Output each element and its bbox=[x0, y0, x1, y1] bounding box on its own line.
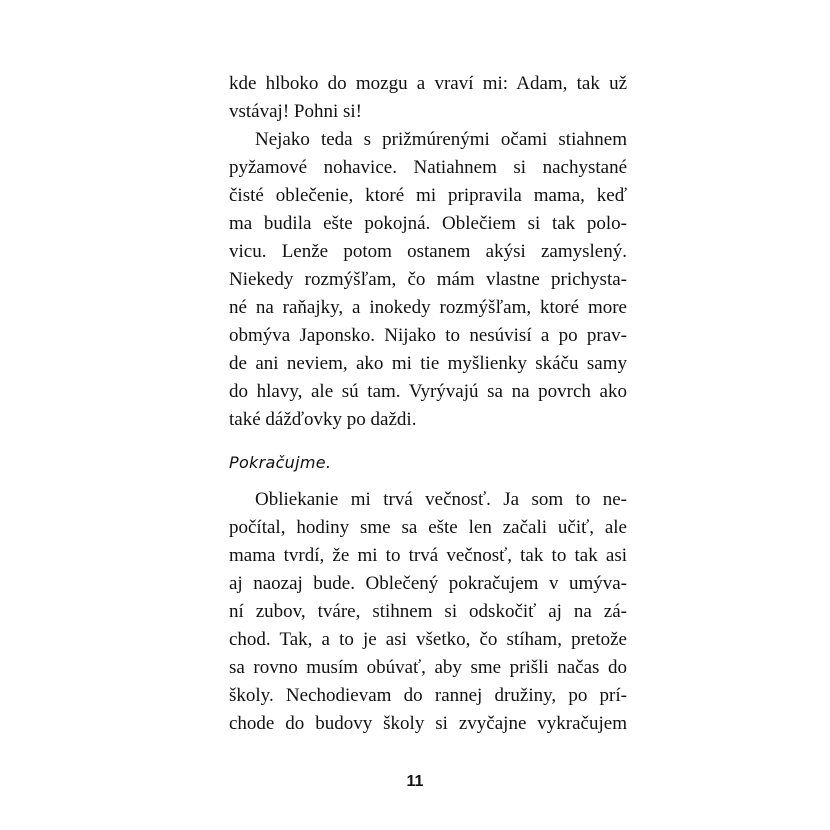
paragraph-3-line-3: mama tvrdí, že mi to trvá večnosť, tak to tak asi bbox=[229, 545, 627, 566]
paragraph-3-line-8: školy. Nechodievam do rannej družiny, po prí- bbox=[229, 685, 627, 706]
paragraph-3-line-1: Obliekanie mi trvá večnosť. Ja som to ne- bbox=[255, 489, 627, 510]
paragraph-3-line-2: počítal, hodiny sme sa ešte len začali učiť, ale bbox=[229, 517, 627, 538]
paragraph-3-line-5: ní zubov, tváre, stihnem si odskočiť aj na zá- bbox=[229, 601, 627, 622]
paragraph-2-line-9: de ani neviem, ako mi tie myšlienky skáču samy bbox=[229, 353, 627, 374]
paragraph-2-line-8: obmýva Japonsko. Nijako to nesúvisí a po prav- bbox=[229, 325, 627, 346]
paragraph-1-line-1: kde hlboko do mozgu a vraví mi: Adam, tak už bbox=[229, 73, 627, 94]
paragraph-2-line-7: né na raňajky, a inokedy rozmýšľam, ktoré more bbox=[229, 297, 627, 318]
paragraph-2-line-6: Niekedy rozmýšľam, čo mám vlastne prichysta- bbox=[229, 269, 627, 290]
paragraph-2-line-3: čisté oblečenie, ktoré mi pripravila mama, keď bbox=[229, 185, 627, 206]
page-number: 11 bbox=[406, 773, 424, 790]
paragraph-2-line-11: také dážďovky po daždi. bbox=[229, 409, 417, 430]
paragraph-2-line-2: pyžamové nohavice. Natiahnem si nachystané bbox=[229, 157, 627, 178]
paragraph-1-line-2: vstávaj! Pohni si! bbox=[229, 101, 362, 122]
paragraph-3-line-9: chode do budovy školy si zvyčajne vykračujem bbox=[229, 713, 627, 734]
paragraph-3-line-6: chod. Tak, a to je asi všetko, čo stíham, pretože bbox=[229, 629, 627, 650]
paragraph-3-line-7: sa rovno musím obúvať, aby sme prišli načas do bbox=[229, 657, 627, 678]
paragraph-2-line-10: do hlavy, ale sú tam. Vyrývajú sa na povrch ako bbox=[229, 381, 627, 402]
section-subheading: Pokračujme. bbox=[229, 453, 332, 472]
paragraph-2-line-1: Nejako teda s prižmúrenými očami stiahnem bbox=[255, 129, 627, 150]
paragraph-2-line-4: ma budila ešte pokojná. Oblečiem si tak polo- bbox=[229, 213, 627, 234]
paragraph-2-line-5: vicu. Lenže potom ostanem akýsi zamyslený. bbox=[229, 241, 627, 262]
paragraph-3-line-4: aj naozaj bude. Oblečený pokračujem v umýva- bbox=[229, 573, 627, 594]
